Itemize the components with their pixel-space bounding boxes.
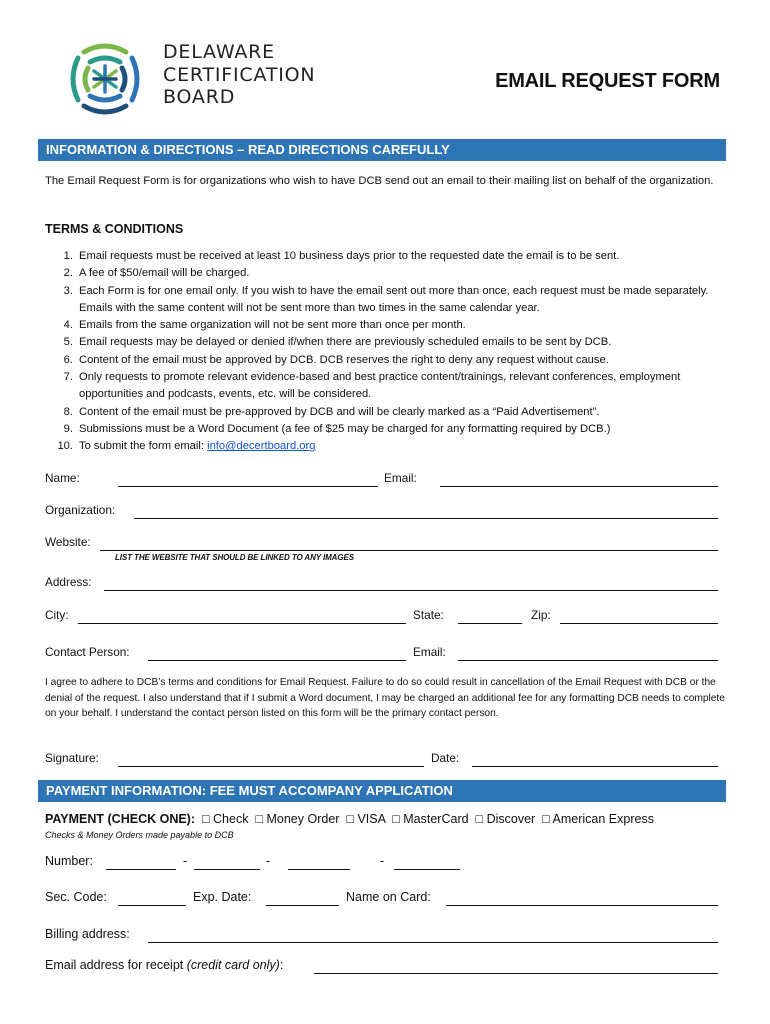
organization-label: Organization: [45,503,116,517]
name-on-card-label: Name on Card: [346,890,431,904]
exp-date-label: Exp. Date: [193,890,252,904]
organization-field[interactable] [134,518,718,519]
form-title: EMAIL REQUEST FORM [495,70,720,92]
contact-email-field[interactable] [458,660,718,661]
terms-heading: TERMS & CONDITIONS [45,222,184,236]
receipt-email-label: Email address for receipt (credit card only): [45,958,284,972]
checkbox-visa[interactable]: □ VISA [346,812,386,826]
terms-item: 6. Content of the email must be approved by DCB. DCB reserves the right to deny any request without cause. [63,353,609,366]
logo-line: DELAWARE [163,41,275,63]
date-field[interactable] [472,766,718,767]
name-on-card-field[interactable] [446,905,718,906]
payment-heading-colon: : [190,812,196,826]
name-field[interactable] [118,486,378,487]
checkbox-mastercard[interactable]: □ MasterCard [392,812,469,826]
card-number-label: Number: [45,854,93,868]
zip-field[interactable] [560,623,718,624]
card-number-dash: - [380,854,385,868]
intro-paragraph: The Email Request Form is for organizations who wish to have DCB send out an email to their mailing list on behalf of the organization. [45,175,714,187]
date-label: Date: [431,751,460,765]
terms-item: 5. Email requests may be delayed or denied if/when there are previously scheduled emails to be sent by DCB. [63,336,612,349]
card-number-dash: - [266,854,271,868]
card-number-field-4[interactable] [394,869,460,870]
website-field[interactable] [100,550,718,551]
website-note: LIST THE WEBSITE THAT SHOULD BE LINKED TO ANY IMAGES [115,553,354,562]
billing-address-label: Billing address: [45,927,130,941]
logo-line: CERTIFICATION [163,63,316,86]
logo-wordmark [163,41,315,109]
signature-label: Signature: [45,751,99,765]
billing-address-field[interactable] [148,942,718,943]
contact-person-field[interactable] [148,660,406,661]
contact-email-label: Email: [413,645,446,659]
terms-item: 7. Only requests to promote relevant evidence-based and best practice content/trainings, relevant conferences, employment opportunities and podcasts, events, etc. will be considered. [63,371,681,401]
zip-label: Zip: [531,608,551,622]
name-label: Name: [45,471,80,485]
checkbox-discover[interactable]: □ Discover [475,812,536,826]
receipt-email-field[interactable] [314,973,718,974]
terms-item: 4. Emails from the same organization will not be sent more than once per month. [63,319,466,332]
info-section-banner: INFORMATION & DIRECTIONS – READ DIRECTIONS CAREFULLY [38,139,726,161]
sec-code-field[interactable] [118,905,186,906]
address-field[interactable] [104,590,718,591]
exp-date-field[interactable] [266,905,339,906]
contact-person-label: Contact Person: [45,645,130,659]
card-number-field-2[interactable] [194,869,260,870]
payable-note: Checks & Money Orders made payable to DCB [45,830,234,840]
checkbox-money-order[interactable]: □ Money Order [255,812,340,826]
signature-field[interactable] [118,766,424,767]
submit-email-link[interactable]: info@decertboard.org [207,440,316,453]
dcb-logo-icon [64,38,146,120]
terms-list [45,248,725,456]
terms-item: 10. To submit the form email: info@decertboard.org [57,440,316,453]
email-field[interactable] [440,486,718,487]
payment-method-row [45,812,654,826]
checkbox-american-express[interactable]: □ American Express [542,812,654,826]
city-field[interactable] [78,623,406,624]
state-label: State: [413,608,444,622]
card-number-field-1[interactable] [106,869,176,870]
website-label: Website: [45,535,91,549]
card-number-field-3[interactable] [288,869,350,870]
terms-item: 9. Submissions must be a Word Document (a fee of $25 may be charged for any formatting required by DCB.) [63,422,611,435]
checkbox-check[interactable]: □ Check [201,812,249,826]
address-label: Address: [45,575,92,589]
card-number-dash: - [183,854,188,868]
email-label: Email: [384,471,417,485]
payment-heading: PAYMENT (CHECK ONE) [45,812,191,826]
terms-item: 1. Email requests must be received at least 10 business days prior to the requested date the email is to be sent. [63,250,620,262]
terms-item: 8. Content of the email must be pre-approved by DCB and will be clearly marked as a “Paid Advertisement”. [63,405,600,418]
receipt-note: (credit card only) [186,958,280,972]
city-label: City: [45,608,69,622]
agreement-paragraph: I agree to adhere to DCB’s terms and conditions for Email Request. Failure to do so could result in cancellation of the Email Request with DCB or the denial of the request. I also understand that if I submit a Word document, I may be charged an additional fee for any formatting DCB needs to complete on your behalf. I understand the contact person listed on this form will be the primary contact person. [45,677,725,719]
logo-line: BOARD [163,86,236,108]
state-field[interactable] [458,623,522,624]
sec-code-label: Sec. Code: [45,890,107,904]
payment-section-banner: PAYMENT INFORMATION: FEE MUST ACCOMPANY APPLICATION [38,780,726,802]
terms-item: 3. Each Form is for one email only. If you wish to have the email sent out more than once, each request must be made separately. Emails with the same content will not be sent more than two times in the same calendar year. [63,284,709,314]
terms-item: 2. A fee of $50/email will be charged. [63,267,250,280]
